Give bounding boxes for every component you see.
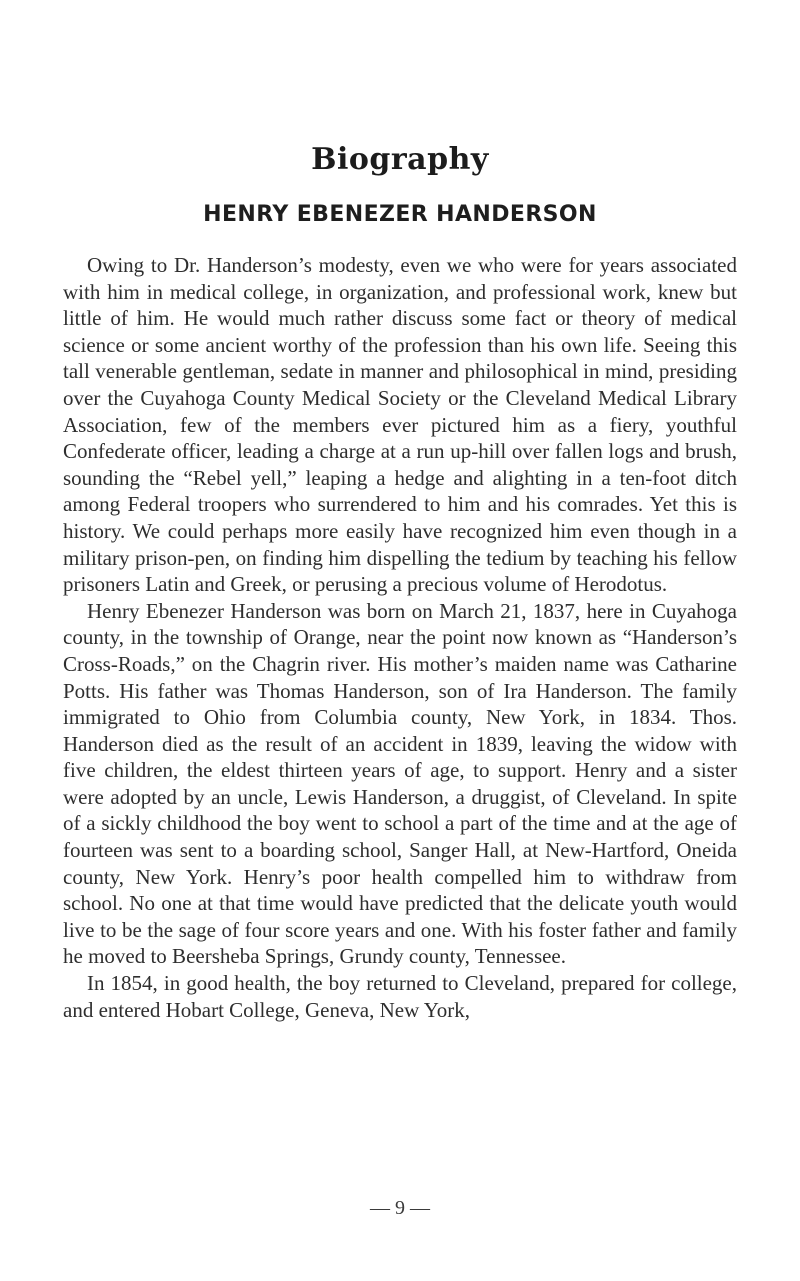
biography-body: [63, 252, 737, 1023]
paragraph-3: In 1854, in good health, the boy returned to Cleveland, prepared for college, and entered Hobart College, Geneva, New York,: [63, 971, 737, 1022]
page-number: — 9 —: [370, 1197, 430, 1219]
paragraph-2: Henry Ebenezer Handerson was born on March 21, 1837, here in Cuyahoga county, in the township of Orange, near the point now known as “Handerson’s Cross-Roads,” on the Chagrin river. His mother’s maiden name was Catharine Potts. His father was Thomas Handerson, son of Ira Handerson. The family immigrated to Ohio from Columbia county, New York, in 1834. Thos. Handerson died as the result of an accident in 1839, leaving the widow with five children, the eldest thirteen years of age, to support. Henry and a sister were adopted by an uncle, Lewis Handerson, a druggist, of Cleveland. In spite of a sickly childhood the boy went to school a part of the time and at the age of fourteen was sent to a boarding school, Sanger Hall, at New-Hartford, Oneida county, New York. Henry’s poor health compelled him to withdraw from school. No one at that time would have predicted that the delicate youth would live to be the sage of four score years and one. With his foster father and family he moved to Beersheba Springs, Grundy county, Tennessee.: [63, 598, 737, 969]
paragraph-1: Owing to Dr. Handerson’s modesty, even we who were for years associated with him in medical college, in organization, and professional work, knew but little of him. He would much rather discuss some fact or theory of medical science or some ancient worthy of the profession than his own life. Seeing this tall venerable gentleman, sedate in manner and philosophical in mind, presiding over the Cuyahoga County Medical Society or the Cleveland Medical Library Association, few of the members ever pictured him as a fiery, youthful Confederate officer, leading a charge at a run up-hill over fallen logs and brush, sounding the “Rebel yell,” leaping a hedge and alighting in a ten-foot ditch among Federal troopers who surrendered to him and his comrades. Yet this is history. We could perhaps more easily have recognized him even though in a military prison-pen, on finding him dispelling the tedium by teaching his fellow prisoners Latin and Greek, or perusing a precious volume of Herodotus.: [63, 253, 737, 597]
biography-title: HENRY EBENEZER HANDERSON: [203, 202, 597, 227]
section-heading: Biography: [311, 142, 489, 177]
